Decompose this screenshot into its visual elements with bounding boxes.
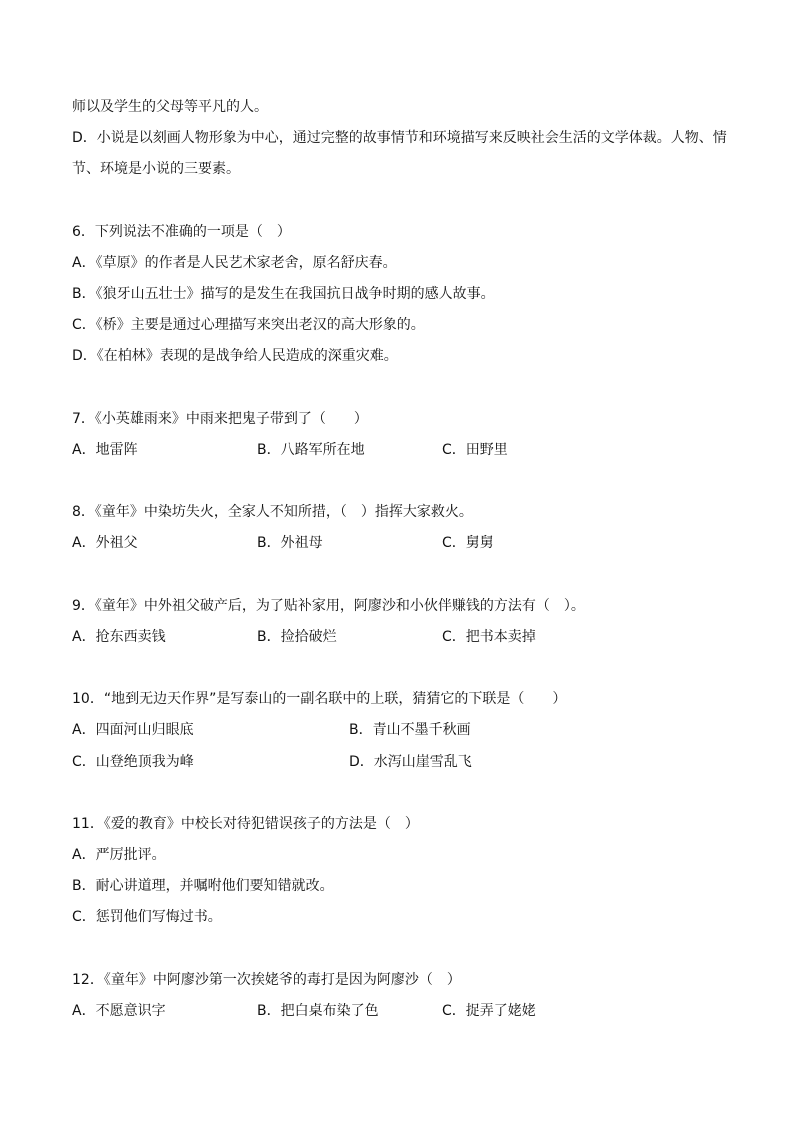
question-10-option-a: A．四面河山归眼底 [72,722,194,738]
question-10-stem: 10．“地到无边天作界”是写泰山的一副名联中的上联，猜猜它的下联是（ ） [72,691,567,707]
question-8-option-a: A．外祖父 [72,535,138,551]
question-6-option-c: C．《桥》主要是通过心理描写来突出老汉的高大形象的。 [72,317,425,333]
question-12-stem: 12．《童年》中阿廖沙第一次挨姥爷的毒打是因为阿廖沙（ ） [72,972,461,988]
question-11-option-a: A．严厉批评。 [72,847,166,863]
option-d-line1: D．小说是以刻画人物形象为中心，通过完整的故事情节和环境描写来反映社会生活的文学体裁。人物、情 [72,130,727,146]
question-10-option-c: C．山登绝顶我为峰 [72,754,194,770]
question-11-option-b: B．耐心讲道理，并嘱咐他们要知错就改。 [72,878,334,894]
question-8-option-c: C．舅舅 [442,535,494,551]
question-7-option-a: A．地雷阵 [72,442,138,458]
question-9-stem: 9．《童年》中外祖父破产后，为了贴补家用，阿廖沙和小伙伴赚钱的方法有（ ）。 [72,598,585,614]
question-8-stem: 8．《童年》中染坊失火，全家人不知所措，（ ）指挥大家救火。 [72,504,473,520]
question-6-option-a: A．《草原》的作者是人民艺术家老舍，原名舒庆春。 [72,255,397,271]
question-12-option-c: C．捉弄了姥姥 [442,1003,536,1019]
question-6-option-d: D．《在柏林》表现的是战争给人民造成的深重灾难。 [72,348,398,364]
question-6-option-b: B．《狼牙山五壮士》描写的是发生在我国抗日战争时期的感人故事。 [72,286,495,302]
question-7-option-b: B．八路军所在地 [257,442,365,458]
question-10-option-d: D．水泻山崖雪乱飞 [349,754,472,770]
question-7-stem: 7．《小英雄雨来》中雨来把鬼子带到了（ ） [72,411,368,427]
question-12-option-a: A．不愿意识字 [72,1003,166,1019]
question-8-option-b: B．外祖母 [257,535,323,551]
question-10-option-b: B．青山不墨千秋画 [349,722,471,738]
question-11-stem: 11．《爱的教育》中校长对待犯错误孩子的方法是（ ） [72,816,419,832]
continuation-line: 师以及学生的父母等平凡的人。 [72,99,268,115]
question-11-option-c: C．惩罚他们写悔过书。 [72,909,222,925]
question-6-stem: 6．下列说法不准确的一项是（ ） [72,224,291,240]
question-9-option-a: A．抢东西卖钱 [72,629,166,645]
question-12-option-b: B．把白桌布染了色 [257,1003,379,1019]
question-9-option-c: C．把书本卖掉 [442,629,536,645]
question-7-option-c: C．田野里 [442,442,508,458]
question-9-option-b: B．捡拾破烂 [257,629,337,645]
option-d-line2: 节、环境是小说的三要素。 [72,161,240,177]
